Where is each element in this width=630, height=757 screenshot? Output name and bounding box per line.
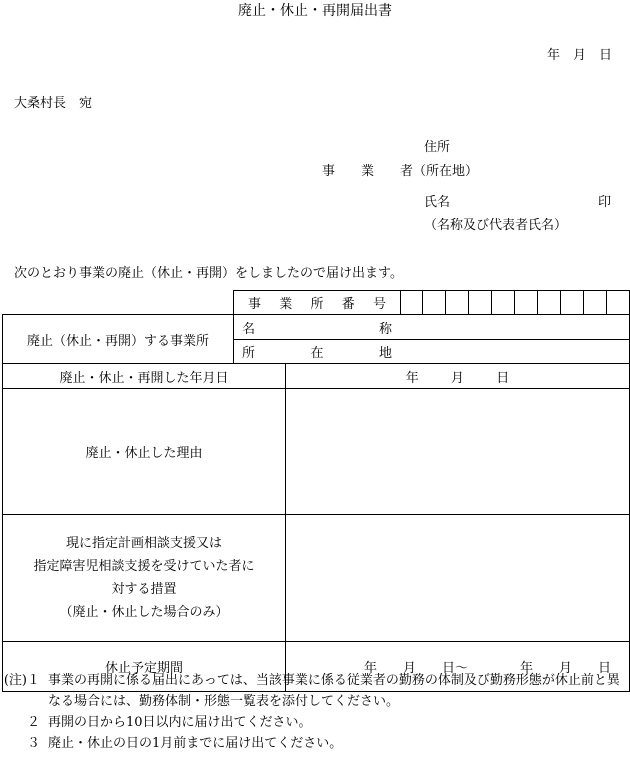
note-item xyxy=(2,670,628,712)
office-number-digit-box[interactable] xyxy=(561,291,584,315)
office-number-label-char: 号 xyxy=(373,297,387,312)
office-number-label-cell xyxy=(234,291,401,315)
measures-label-line: 対する措置 xyxy=(111,582,177,597)
office-number-digit-box[interactable] xyxy=(515,291,538,315)
blank-corner xyxy=(3,291,234,315)
submission-date: 年 月 日 xyxy=(546,48,612,63)
office-number-label-char: 事 xyxy=(248,297,262,312)
office-location-label-char: 所 xyxy=(242,346,256,361)
office-number-label-char: 業 xyxy=(279,297,293,312)
office-number-digit-box[interactable] xyxy=(423,291,446,315)
note-item xyxy=(2,733,628,754)
note-number: (注)１ xyxy=(3,673,40,688)
intro-text: 次のとおり事業の廃止（休止・再開）をしましたので届け出ます。 xyxy=(14,266,403,281)
note-number: ３ xyxy=(26,736,40,751)
date-row-label: 廃止・休止・再開した年月日 xyxy=(3,364,286,389)
form-title: 廃止・休止・再開届出書 xyxy=(238,3,392,19)
office-number-digit-box[interactable] xyxy=(401,291,423,315)
note-text: 事業の再開に係る届出にあっては、当該事業に係る従業者の勤務の体制及び勤務形態が休止前と異なる場合には、勤務体制・形態一覧表を添付してください。 xyxy=(48,673,620,709)
applicant-name-note: （名称及び代表者氏名） xyxy=(424,218,568,233)
measures-field[interactable] xyxy=(286,515,630,642)
seal-mark: 印 xyxy=(598,195,612,210)
office-number-digit-box[interactable] xyxy=(492,291,515,315)
measures-label xyxy=(3,515,286,642)
date-month-label: 月 xyxy=(451,370,465,386)
note-number: ２ xyxy=(26,715,40,730)
office-section-label: 廃止（休止・再開）する事業所 xyxy=(3,315,234,364)
reason-field[interactable] xyxy=(286,389,630,515)
office-number-digit-box[interactable] xyxy=(607,291,630,315)
date-row-field[interactable] xyxy=(286,364,630,389)
office-location-label-char: 地 xyxy=(378,346,392,361)
office-number-digit-box[interactable] xyxy=(446,291,469,315)
suspension-period-value: 年 月 日〜 年 月 日 xyxy=(364,661,612,676)
suspension-period-label: 休止予定期間 xyxy=(3,642,286,692)
office-number-label-char: 所 xyxy=(310,297,324,312)
notes-section xyxy=(2,670,628,754)
measures-label-line: 現に指定計画相談支援又は xyxy=(65,536,222,551)
applicant-address-label: 住所 xyxy=(424,140,451,155)
office-number-digit-box[interactable] xyxy=(538,291,561,315)
date-day-label: 日 xyxy=(496,370,510,386)
office-location-label-char: 在 xyxy=(310,346,324,361)
note-item xyxy=(2,712,628,733)
note-text: 再開の日から10日以内に届け出てください。 xyxy=(48,715,312,730)
addressee: 大桑村長 宛 xyxy=(14,96,93,111)
applicant-name-label: 氏名 xyxy=(424,195,451,210)
office-name-field[interactable] xyxy=(234,315,630,340)
measures-label-line: （廃止・休止した場合のみ） xyxy=(59,605,229,620)
office-number-digit-box[interactable] xyxy=(584,291,607,315)
office-location-field[interactable] xyxy=(234,340,630,364)
office-name-label-char: 名 xyxy=(242,321,256,337)
note-text: 廃止・休止の日の1月前までに届け出てください。 xyxy=(48,736,343,751)
applicant-operator-label: 事 業 者（所在地） xyxy=(322,164,479,179)
notification-form-table xyxy=(2,290,630,692)
reason-label: 廃止・休止した理由 xyxy=(3,389,286,515)
office-number-digit-box[interactable] xyxy=(469,291,492,315)
date-year-label: 年 xyxy=(405,370,419,386)
office-number-label-char: 番 xyxy=(341,297,355,312)
measures-label-line: 指定障害児相談支援を受けていた者に xyxy=(33,559,255,574)
office-name-label-char: 称 xyxy=(378,321,392,337)
